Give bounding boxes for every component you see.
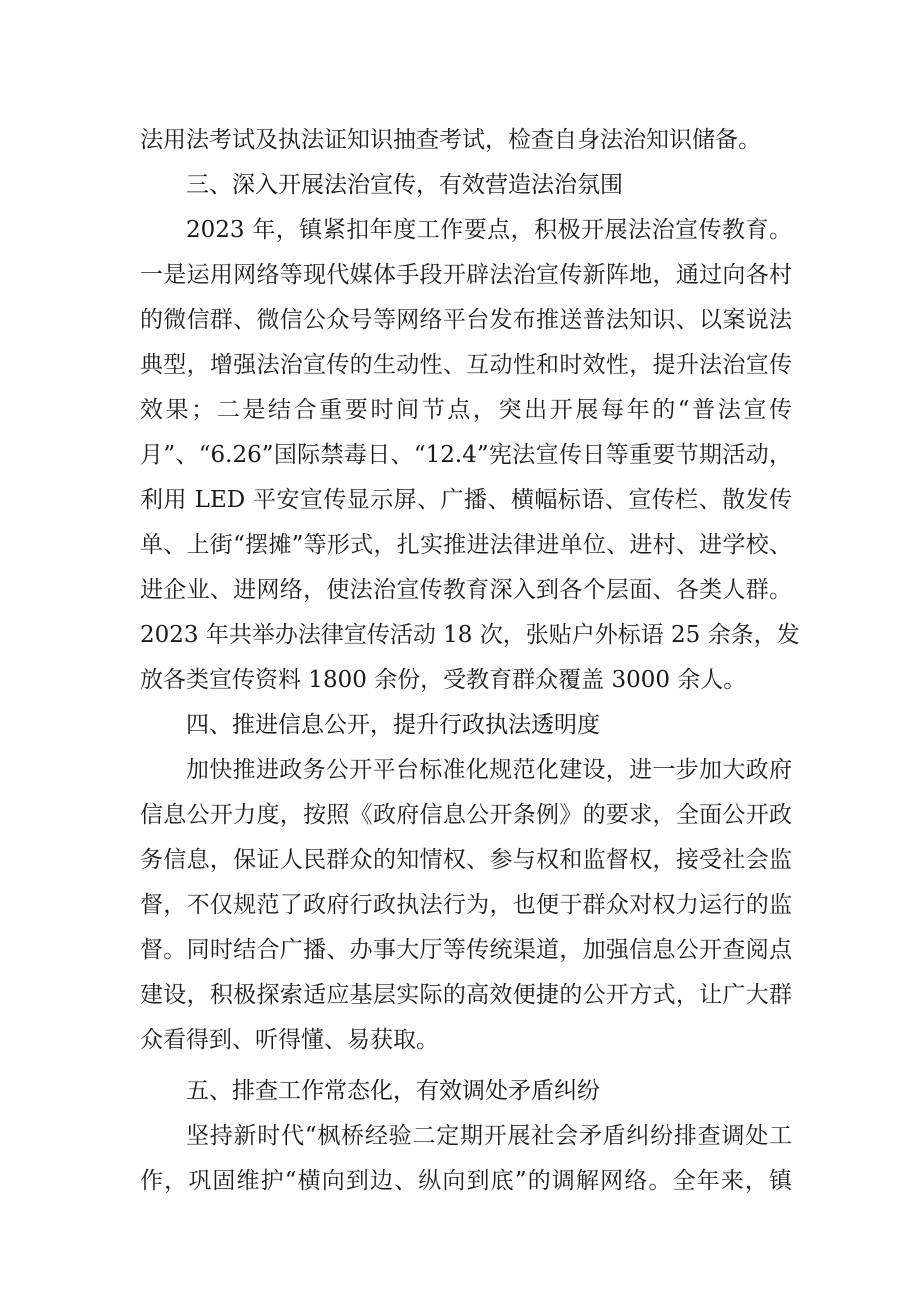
- paragraph-line: 放各类宣传资料 1800 余份，受教育群众覆盖 3000 余人。: [140, 667, 747, 693]
- paragraph-line: 一是运用网络等现代媒体手段开辟法治宣传新阵地，通过向各村: [140, 262, 792, 288]
- paragraph-line: 作，巩固维护“横向到边、纵向到底”的调解网络。全年来，镇: [140, 1168, 792, 1194]
- paragraph-line: 督。同时结合广播、办事大厅等传统渠道，加强信息公开查阅点: [140, 937, 792, 963]
- paragraph-line: 务信息，保证人民群众的知情权、参与权和监督权，接受社会监: [140, 847, 792, 873]
- paragraph-line: 建设，积极探索适应基层实际的高效便捷的公开方式，让广大群: [140, 982, 792, 1008]
- paragraph-line: 法用法考试及执法证知识抽查考试，检查自身法治知识储备。: [140, 127, 761, 153]
- paragraph-line: 坚持新时代“枫桥经验二定期开展社会矛盾纠纷排查调处工: [186, 1123, 792, 1149]
- paragraph-line: 众看得到、听得懂、易获取。: [140, 1027, 439, 1053]
- document-body: [140, 118, 800, 1204]
- paragraph-line: 督，不仅规范了政府行政执法行为，也便于群众对权力运行的监: [140, 892, 792, 918]
- paragraph-line: 进企业、进网络，使法治宣传教育深入到各个层面、各类人群。: [140, 577, 792, 603]
- paragraph-line: 利用 LED 平安宣传显示屏、广播、横幅标语、宣传栏、散发传: [140, 487, 792, 513]
- paragraph-line: 月”、“6.26”国际禁毒日、“12.4”宪法宣传日等重要节期活动，: [140, 442, 792, 468]
- paragraph-line: 2023 年共举办法律宣传活动 18 次，张贴户外标语 25 余条，发: [140, 622, 800, 648]
- paragraph-line: 2023 年，镇紧扣年度工作要点，积极开展法治宣传教育。: [186, 217, 792, 243]
- paragraph-line: 单、上街“摆摊”等形式，扎实推进法律进单位、进村、进学校、: [140, 532, 792, 558]
- section-heading-3: 三、深入开展法治宣传，有效营造法治氛围: [186, 172, 623, 198]
- section-heading-4: 四、推进信息公开，提升行政执法透明度: [186, 712, 600, 738]
- paragraph-line: 的微信群、微信公众号等网络平台发布推送普法知识、以案说法: [140, 307, 792, 333]
- paragraph-line: 典型，增强法治宣传的生动性、互动性和时效性，提升法治宣传: [140, 352, 792, 378]
- paragraph-line: 信息公开力度，按照《政府信息公开条例》的要求，全面公开政: [140, 802, 792, 828]
- paragraph-line: 效果；二是结合重要时间节点，突出开展每年的“普法宣传: [140, 397, 792, 423]
- paragraph-line: 加快推进政务公开平台标准化规范化建设，进一步加大政府: [186, 757, 792, 783]
- section-heading-5: 五、排查工作常态化，有效调处矛盾纠纷: [186, 1078, 600, 1104]
